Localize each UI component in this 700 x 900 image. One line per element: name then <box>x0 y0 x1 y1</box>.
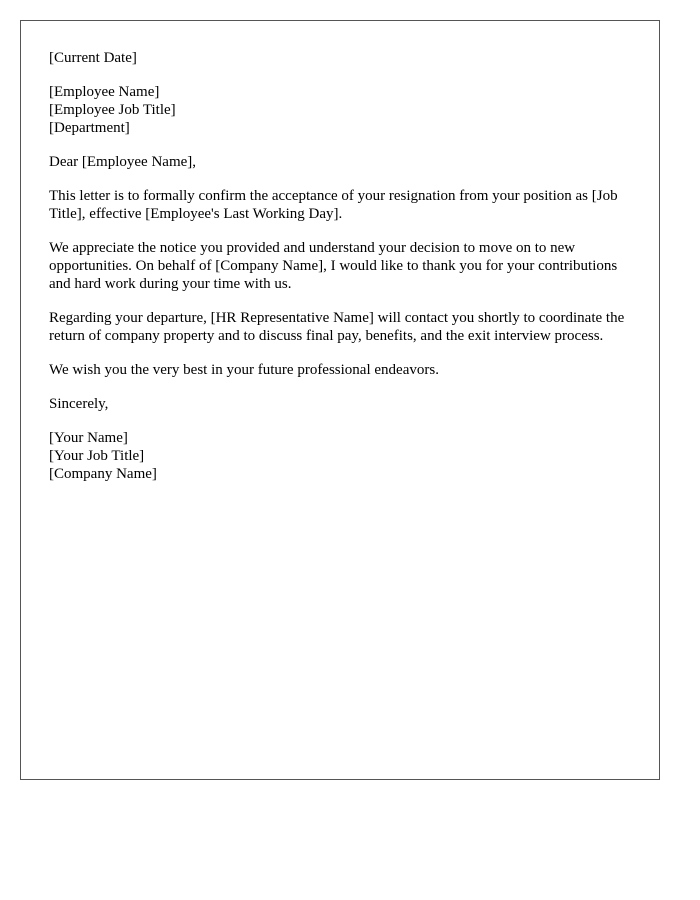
recipient-name: [Employee Name] <box>49 84 160 100</box>
sender-job-title: [Your Job Title] <box>49 448 145 464</box>
sender-name: [Your Name] <box>49 430 128 446</box>
recipient-job-title: [Employee Job Title] <box>49 102 176 118</box>
closing: Sincerely, <box>49 396 109 412</box>
recipient-block <box>49 83 639 137</box>
sender-block <box>49 429 639 483</box>
salutation: Dear [Employee Name], <box>49 154 197 170</box>
recipient-department: [Department] <box>49 120 130 136</box>
paragraph-confirmation: This letter is to formally confirm the acceptance of your resignation from your position as [Job Title], effective [Employee's Last Working Day]. <box>49 188 618 222</box>
paragraph-departure: Regarding your departure, [HR Representative Name] will contact you shortly to coordinate the return of company property and to discuss final pay, benefits, and the exit interview process. <box>49 310 625 344</box>
letter-date: [Current Date] <box>49 50 137 66</box>
date-block <box>49 49 639 67</box>
letter-page <box>20 20 660 780</box>
sender-company: [Company Name] <box>49 466 157 482</box>
paragraph-appreciation: We appreciate the notice you provided and understand your decision to move on to new opportunities. On behalf of [Company Name], I would like to thank you for your contributions and hard work during your time with us. <box>49 240 618 292</box>
letter-body <box>49 49 639 499</box>
paragraph-wishes: We wish you the very best in your future professional endeavors. <box>49 362 439 378</box>
